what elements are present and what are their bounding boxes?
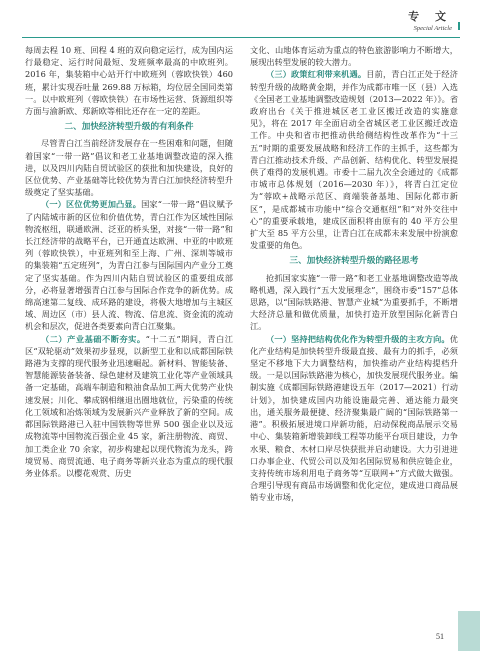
paragraph: 每周去程 10 班、回程 4 班的双向稳定运行，成为国内运行最稳定、运行时间最短、发班频率最高的中欧班列。2016 年，集装箱中心站开行中欧班列（蓉欧快铁）460 班，累计实现吞吐量 269.88 万标箱，均位居全国同类第一。以中欧班列（蓉欧快铁）在市场性运营、货源组织等方面与渝新欧、郑新欧等相比还存在一定的差距。 xyxy=(25,45,233,117)
paragraph xyxy=(25,198,233,332)
paragraph-text: “十二五”期间，青白江区“双轮驱动”效果初步显现，以新型工业和以成都国际铁路港为支撑的现代服务业迅速崛起。新材料、智能装备、智慧能源装备装备、绿色建材及建筑工业化等产业领域具备一定基础，高端车制造和粮油食品加工两大优势产业快速发展；川化、攀成钢相继退出圈地就位，污染重的传统化工领域和冶炼领域为发展新兴产业释放了新的空间。成都国际铁路港已入驻中国铁物等世界 500 强企业以及远成物流等中国物流百强企业 45 家，新注册物流、商贸、加工类企业 70 余家，初步构建起以现代物流为龙头，跨境贸易、商贸流通、电子商务等新兴业态为重点的现代服务业体系。以樱花观赏、历史 xyxy=(25,333,233,478)
paragraph xyxy=(250,333,458,504)
paragraph-text: 国家“一带一路”倡议赋予了内陆城市新的区位和价值优势，青白江作为区域性国际物流枢纽，联通欧洲、泛亚的桥头堡，对接“一带一路”和长江经济带的战略平台，已开通直达欧洲、中亚的中欧班列（蓉欧快铁），中亚班列和至上海、广州、深圳等城市的集装箱“五定班列”，为青白江参与国际国内产业分工奠定了坚实基础。作为四川内陆自贸试验区的重要组成部分，必将显著增强青白江参与国际合作竞争的新优势。成绵高速第二复线、成环路的建设，将极大地增加与主城区域、周边区（市）县人流、物流、信息流、资金流的流动机会和层次，促进各类要素向青白江聚集。 xyxy=(25,199,233,332)
section-heading: 三、加快经济转型升级的路径思考 xyxy=(289,256,419,267)
subsection-label: （二）产业基础不断夯实。 xyxy=(41,333,146,344)
paragraph-text: 目前，青白江正处于经济转型升级的战略黄金期，并作为成都市唯一区（县）入选《全国老工业基地调整改造规划（2013—2022 年）》。省政府出台《关于推进城区老工业区搬迁改造的实施意见》，将在 2017 年全面启动全省城区老工业区搬迁改造工作。中央和省市把推动供给侧结构性改革作为“十三五”时期的重要发展战略和经济工作的主抓手，这些都为青白江推动技术升级、产品创新、结构优化、转型发展提供了难得的发展机遇。市委十二届九次全会通过的《成都市城市总体规划（2016—2030 年）》，将青白江定位为“蓉欧+战略示范区、商端装备基地、国际化都市新区”，是成都城市功能中“综合交通枢纽”和“对外交往中心”的重要承载地，建成区面积将由原有的 40 平方公里扩大至 85 平方公里，让青白江在成都未来发展中扮演愈发重要的角色。 xyxy=(250,69,459,251)
paragraph: 抢抓国家实施“一带一路”和老工业基地调整改造等战略机遇，深入践行“五大发展理念”，围绕市委“157”总体思路，以“国际铁路港、智慧产业城”为重要抓手，不断增大经济总量和做优质量，加快打造开放型国际化新青白江。 xyxy=(250,272,458,332)
paragraph xyxy=(250,68,458,251)
paragraph-text: 优化产业结构是加快转型升级最直接、最有力的抓手，必须坚定不移地下大力调整结构，加快推动产业结构提档升级。一是以国际铁路港为核心，加快发展现代服务业。编制实施《成都国际铁路港建设五年（2017—2021）行动计划》，加快建成国内功能设施最完善、通达能力最突出，通关服务最便捷、经济聚集最广阔的“国际铁路第一港”。积极拓展进境口岸新功能，启动保税商品展示交易中心、集装箱新增装卸线工程等功能平台项目建设，力争水果、粮食、木材口岸尽快获批并启动建设。大力引进进口办事企业、代贸公司以及知名国际贸易和供应链企业，支持传统市场利用电子商务等“互联网+”方式做大做强。合理引导现有商品市场调整和优化定位，建成进口商品展销专业市场， xyxy=(250,333,458,503)
paragraph: 文化、山地体育运动为重点的特色旅游影响力不断增大，展现出转型发展的较大潜力。 xyxy=(250,45,458,68)
paragraph: 尽管青白江当前经济发展存在一些困难和问题，但随着国家“一带一路”倡议和老工业基地调整改造的深入推进，以及四川内陆自贸试验区的获批和加快建设，良好的区位优势、产业基础等比较优势为青白江加快经济转型升级奠定了坚实基础。 xyxy=(25,138,233,198)
corner-decoration xyxy=(458,611,480,651)
paragraph xyxy=(25,333,233,479)
subsection-label: （一）区位优势更加凸显。 xyxy=(41,199,142,210)
header-rule xyxy=(22,37,460,38)
section-heading: 二、加快经济转型升级的有利条件 xyxy=(64,122,194,133)
section-title-en: Special Article xyxy=(413,25,452,32)
header-accent-mark xyxy=(458,22,460,30)
page-number: 51 xyxy=(436,632,444,641)
section-title-cn: 专 文 xyxy=(408,10,452,23)
section-header xyxy=(408,8,452,32)
subsection-label: （一）坚持把结构优化作为转型升级的主攻方向。 xyxy=(266,333,450,344)
subsection-label: （三）政策红利带来机遇。 xyxy=(266,69,367,80)
left-column xyxy=(25,44,233,479)
right-column xyxy=(250,44,458,504)
